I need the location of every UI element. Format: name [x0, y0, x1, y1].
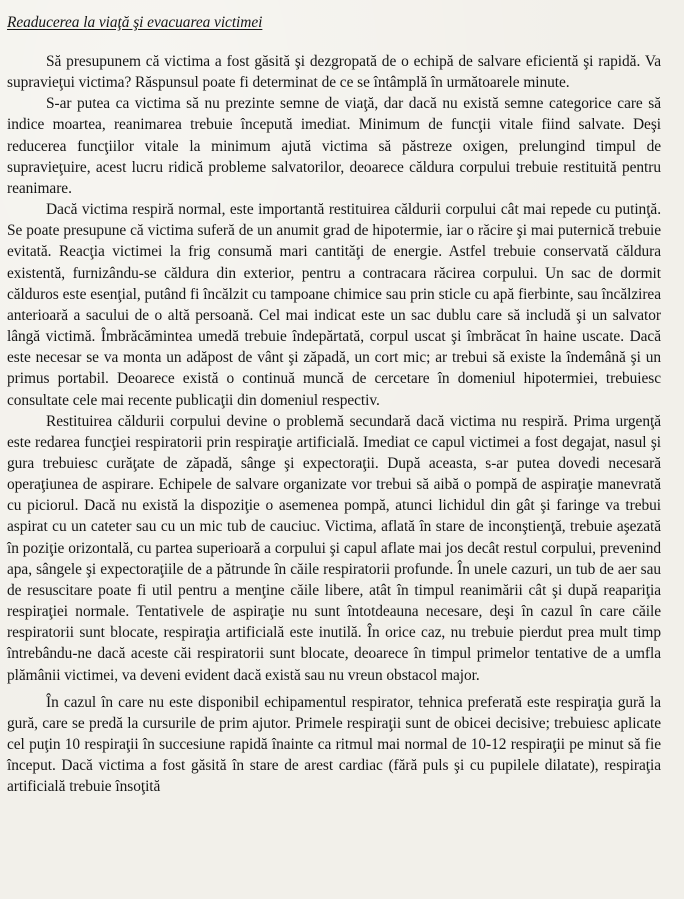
- paragraph: Dacă victima respiră normal, este importantă restituirea căldurii corpului cât mai repede cu putinţă. Se poate presupune că victima suferă de un anumit grad de hipotermie, iar o răcire şi mai puternică trebuie evitată. Reacţia victimei la frig consumă mari cantităţi de energie. Astfel trebuie conservată căldura existentă, furnizându-se căldura din exterior, pentru a contracara răcirea corpului. Un sac de dormit călduros este esenţial, putând fi încălzit cu tampoane chimice sau prin sticle cu apă fierbinte, sau încălzirea anterioară a sacului de o altă persoană. Cel mai indicat este un sac dublu care să includă şi un salvator lângă victimă. Îmbrăcămintea umedă trebuie îndepărtată, corpul uscat şi îmbrăcat în haine uscate. Dacă este necesar se va monta un adăpost de vânt şi zăpadă, un cort mic; ar trebui să existe la îndemână şi un primus portabil. Deoarece există o continuă muncă de cercetare în domeniul hipotermiei, trebuiesc consultate cele mai recente publicaţii din domeniul respectiv.: [7, 201, 661, 409]
- paragraph: În cazul în care nu este disponibil echipamentul respirator, tehnica preferată este respiraţia gură la gură, care se predă la cursurile de prim ajutor. Primele respiraţii sunt de obicei decisive; trebuiesc aplicate cel puţin 10 respiraţii în succesiune rapidă înainte ca ritmul mai normal de 10-12 respiraţii pe minut să fie început. Dacă victima a fost găsită în stare de arest cardiac (fără puls şi cu pupilele dilatate), respiraţia artificială trebuie însoţită: [7, 693, 661, 796]
- document-body: [7, 12, 661, 797]
- paragraph: S-ar putea ca victima să nu prezinte semne de viaţă, dar dacă nu există semne categorice care să indice moartea, reanimarea trebuie începută imediat. Minimum de funcţii vitale fiind salvate. Deşi reducerea funcţiilor vitale la minimum ajută victima să păstreze oxigen, prelungind timpul de supravieţuire, acest lucru ridică probleme salvatorilor, deoarece căldura corpului trebuie restituită pentru reanimare.: [7, 95, 661, 197]
- section-title: Readucerea la viaţă şi evacuarea victimei: [7, 14, 263, 31]
- paragraph: Să presupunem că victima a fost găsită şi dezgropată de o echipă de salvare eficientă şi rapidă. Va supravieţui victima? Răspunsul poate fi determinat de ce se întâmplă în următoarele minute.: [7, 53, 661, 92]
- paragraph: Restituirea căldurii corpului devine o problemă secundară dacă victima nu respiră. Prima urgenţă este redarea funcţiei respiratorii prin respiraţie artificială. Imediat ce capul victimei a fost degajat, nasul şi gura trebuiesc curăţate de zăpadă, sânge şi expectoraţii. După aceasta, s-ar putea dovedi necesară operaţiunea de aspirare. Echipele de salvare organizate vor trebui să aibă o pompă de aspiraţie manevrată cu piciorul. Dacă nu există la dispoziţie o asemenea pompă, atunci lichidul din gât şi faringe va trebui aspirat cu un cateter sau cu un mic tub de cauciuc. Victima, aflată în stare de inconştienţă, trebuie aşezată în poziţie orizontală, cu partea superioară a corpului şi capul aflate mai jos decât restul corpului, prevenind apa, sângele şi expectoraţiile de a pătrunde în căile respiratorii profunde. În unele cazuri, un tub de aer sau de resuscitare poate fi util pentru a menţine căile libere, atât în timpul reanimării cât şi după reapariţia respiraţiei normale. Tentativele de aspiraţie nu sunt întotdeauna necesare, deşi în cazul în care căile respiratorii sunt blocate, respiraţia artificială este inutilă. În orice caz, nu trebuie pierdut prea mult timp întrebându-ne dacă aceste căi respiratorii sunt blocate, deoarece în timpul primelor tentative de a umfla plămânii victimei, va deveni evident dacă există sau nu vreun obstacol major.: [7, 412, 661, 684]
